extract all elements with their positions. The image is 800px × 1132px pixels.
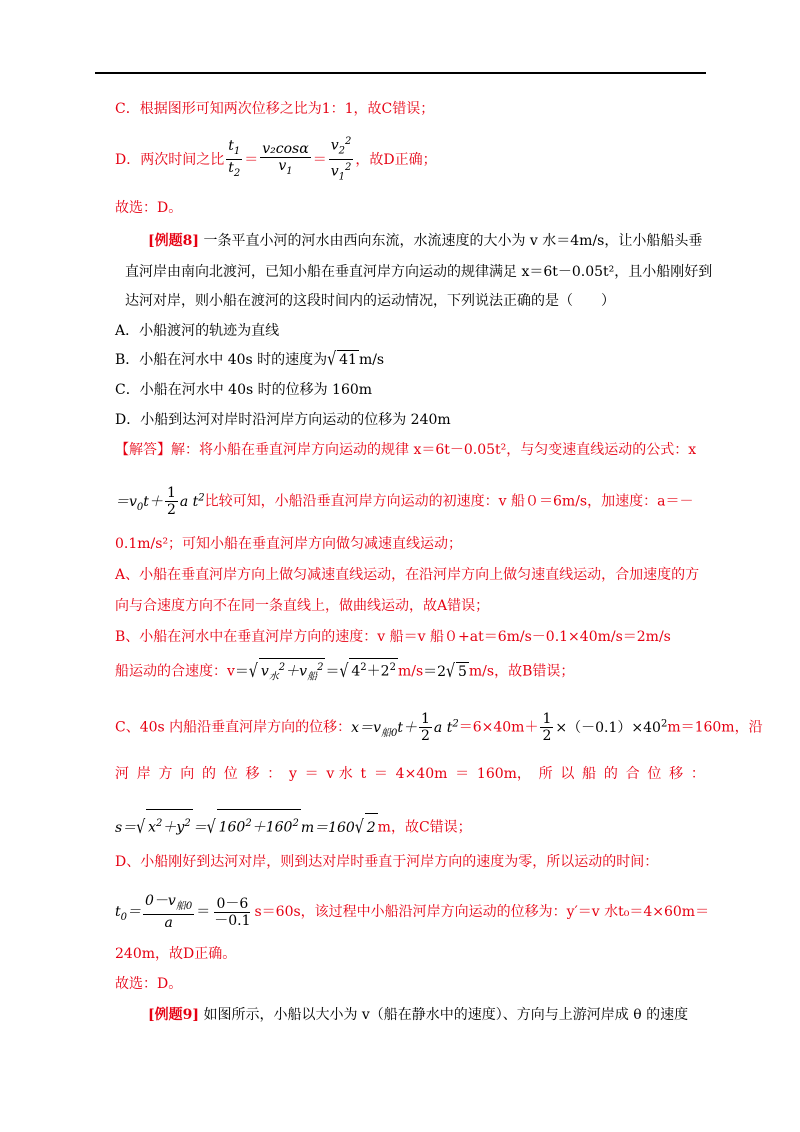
justified-word: 合 [625,766,640,782]
justified-word: v 水 [326,766,353,782]
option-d: D．小船到达河对岸时沿河岸方向运动的位移为 240m [115,412,451,428]
justified-word: 4×40m [395,766,448,782]
justified-word: 160m， [476,766,531,782]
justified-word: 向 [180,766,195,782]
answer-d-line3: 240m，故D正确。 [115,946,237,962]
header-rule [95,72,706,74]
justified-word: 位 [647,766,662,782]
answer-a-line1: A、小船在垂直河岸方向上做匀减速直线运动，在沿河岸方向上做匀速直线运动，合加速度的方 [115,567,700,583]
answer-d-line2: $t_0=$ $\frac{0-v_{船0}}{a}$ ＝ $\frac{0-6}{-0.1}$ s＝60s，该过程中小船沿河岸方向运动的位移为：y′＝v 水t₀＝4×60m＝ [115,892,710,932]
answer-d-line1: D、小船刚好到达河对岸，则到达对岸时垂直于河岸方向的速度为零，所以运动的时间： [115,854,659,870]
justified-word: 的 [202,766,216,782]
justified-word: y [289,766,297,782]
answer-line3: 0.1m/s²；可知小船在垂直河岸方向做匀减速直线运动； [115,536,463,552]
justified-word: ＝ [455,766,470,782]
example8-question-line2: 直河岸由南向北渡河，已知小船在垂直河岸方向运动的规律满足 x＝6t－0.05t²，且小船刚好到 [125,264,713,280]
example8-tag: [例题8] [148,233,199,249]
justified-word: 河 [115,766,129,782]
prev-d-prefix: D．两次时间之比 [115,151,225,168]
option-b: B．小船在河水中 40s 时的速度为√ 41 m/s [115,349,385,371]
prev-option-c: C．根据图形可知两次位移之比为1：1，故C错误； [115,101,435,117]
answer-tag: 【解答】 [115,442,171,458]
justified-word: 位 [223,766,238,782]
justified-word: ： [267,766,282,782]
example9-tag: [例题9] [148,1007,199,1023]
answer-b-line2: 船运动的合速度：v＝√ $v_水^2+v_船^2$ ＝√ $4^2+2^2$ m/s＝2√ 5 m/s，故B错误； [115,658,574,686]
answer-c-line3: s＝√ $x^2+y^2$ ＝√ $160^2+160^2$ m＝160√ 2 m，故C错误； [115,809,472,842]
justified-word: 岸 [136,766,151,782]
prev-choose: 故选：D。 [115,200,183,216]
answer-b-line1: B、小船在河水中在垂直河岸方向的速度：v 船＝v 船０+at＝6m/s－0.1×40m/s＝2m/s [115,629,671,645]
answer-line1: 【解答】解：将小船在垂直河岸方向运动的规律 x＝6t－0.05t²，与匀变速直线运动的公式：x [115,442,697,458]
example8-question-line3: 达河对岸，则小船在渡河的这段时间内的运动情况，下列说法正确的是（ ） [125,293,615,309]
example9-question-line1: [例题9] 如图所示，小船以大小为 v（船在静水中的速度）、方向与上游河岸成 θ 的速度 [148,1007,689,1023]
justified-word: 所 [538,766,553,782]
justified-word: 以 [560,766,575,782]
example8-question-line1: [例题8] 一条平直小河的河水由西向东流，水流速度的大小为 v 水＝4m/s，让小船船头垂 [148,233,703,249]
option-c: C．小船在河水中 40s 时的位移为 160m [115,382,373,398]
justified-word: 的 [603,766,618,782]
answer-a-line2: 向与合速度方向不在同一条直线上，做曲线运动，故A错误； [115,598,490,614]
justified-word: 船 [582,766,597,782]
justified-word: ： [690,766,705,782]
justified-word: t [360,766,367,782]
option-a: A．小船渡河的轨迹为直线 [115,323,280,339]
fraction-v2sq-v1sq: $\frac{v_2^2}{v_1^2}$ [330,136,352,183]
justified-word: 移 [245,766,260,782]
justified-word: 方 [158,766,173,782]
justified-word: ＝ [373,766,388,782]
fraction-half: $\frac{1}{2}$ [166,485,176,519]
answer-choose: 故选：D。 [115,976,183,992]
answer-line2: $=v_0t+$ $\frac{1}{2}$ a $t^2$比较可知，小船沿垂直河岸方向运动的初速度：v 船０＝6m/s，加速度：a＝－ [115,485,694,519]
answer-c-line2 [115,765,705,783]
fraction-t1-t2: $\frac{t_1}{t_2}$ [228,137,241,180]
justified-word: 移 [669,766,684,782]
answer-c-line1: C、40s 内船沿垂直河岸方向的位移：$x=v_{船0}t+$ $\frac{1}{2}$ a $t^2=6\times 40m+$ $\frac{1}{2}$ $\times(-0.1)\times 40^2m=160m$，沿 [115,711,763,745]
prev-d-suffix: ，故D正确； [355,151,437,168]
justified-word: ＝ [304,766,319,782]
fraction-v2cos-v1: $\frac{\text{v₂cosα}}{v_1}$ [262,140,309,177]
prev-option-d: D．两次时间之比 $\frac{t_1}{t_2}$ ＝ $\frac{\text{v₂cosα}}{v_1}$ ＝ $\frac{v_2^2}{v_1^2}$ ，故D正确； [115,134,437,186]
